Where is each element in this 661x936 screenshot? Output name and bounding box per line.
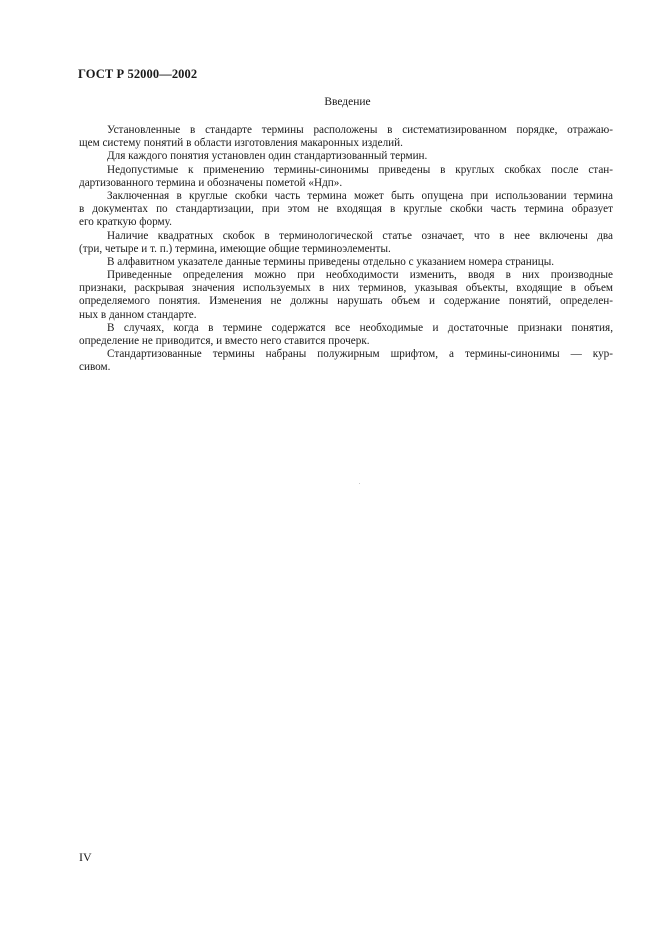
- paragraph-5: [79, 230, 613, 256]
- paragraph-2: [79, 150, 613, 163]
- paragraph-line: ных в данном стандарте.: [79, 308, 197, 321]
- paragraph-line: признаки, раскрывая значения используемых в них терминов, указывая объекты, входящие в объем: [79, 282, 613, 295]
- paragraph-line: дартизованного термина и обозначены пометой «Ндп».: [79, 176, 343, 189]
- paragraph-line: Заключенная в круглые скобки часть термина может быть опущена при использовании термина: [107, 189, 613, 202]
- paragraph-line: его краткую форму.: [79, 216, 172, 229]
- paragraph-1: [79, 124, 613, 150]
- paragraph-line: Приведенные определения можно при необходимости изменить, вводя в них производные: [107, 269, 613, 282]
- paragraph-line: Установленные в стандарте термины расположены в систематизированном порядке, отражаю-: [107, 124, 613, 136]
- paragraph-line: В случаях, когда в термине содержатся все необходимые и достаточные признаки понятия,: [107, 321, 613, 334]
- paragraph-line: (три, четыре и т. п.) термина, имеющие общие терминоэлементы.: [79, 242, 391, 255]
- paragraph-line: Для каждого понятия установлен один стандартизованный термин.: [107, 150, 428, 163]
- scan-speck: [359, 483, 360, 484]
- paragraph-line: Недопустимые к применению термины-синонимы приведены в круглых скобках после стан-: [107, 163, 613, 176]
- paragraph-line: сивом.: [79, 361, 111, 374]
- page-number: IV: [79, 850, 92, 864]
- paragraph-line: щем систему понятий в области изготовления макаронных изделий.: [79, 137, 403, 150]
- standard-code-header: ГОСТ Р 52000—2002: [78, 67, 198, 81]
- paragraph-4: [79, 190, 613, 230]
- introduction-body: [79, 124, 613, 375]
- paragraph-6: [79, 256, 613, 269]
- paragraph-9: [79, 348, 613, 374]
- paragraph-line: определяемого понятия. Изменения не должны нарушать объем и содержание понятий, определен-: [79, 295, 613, 308]
- paragraph-line: в документах по стандартизации, при этом не входящая в круглые скобки часть термина образует: [79, 203, 613, 216]
- paragraph-8: [79, 322, 613, 348]
- paragraph-line: Наличие квадратных скобок в терминологической статье означает, что в нее включены два: [107, 229, 613, 242]
- paragraph-3: [79, 164, 613, 190]
- paragraph-line: определение не приводится, и вместо него ставится прочерк.: [79, 335, 370, 347]
- section-title: Введение: [324, 96, 371, 108]
- paragraph-line: В алфавитном указателе данные термины приведены отдельно с указанием номера страницы.: [107, 255, 555, 268]
- paragraph-7: [79, 269, 613, 322]
- paragraph-line: Стандартизованные термины набраны полужирным шрифтом, а термины-синонимы — кур-: [107, 348, 613, 361]
